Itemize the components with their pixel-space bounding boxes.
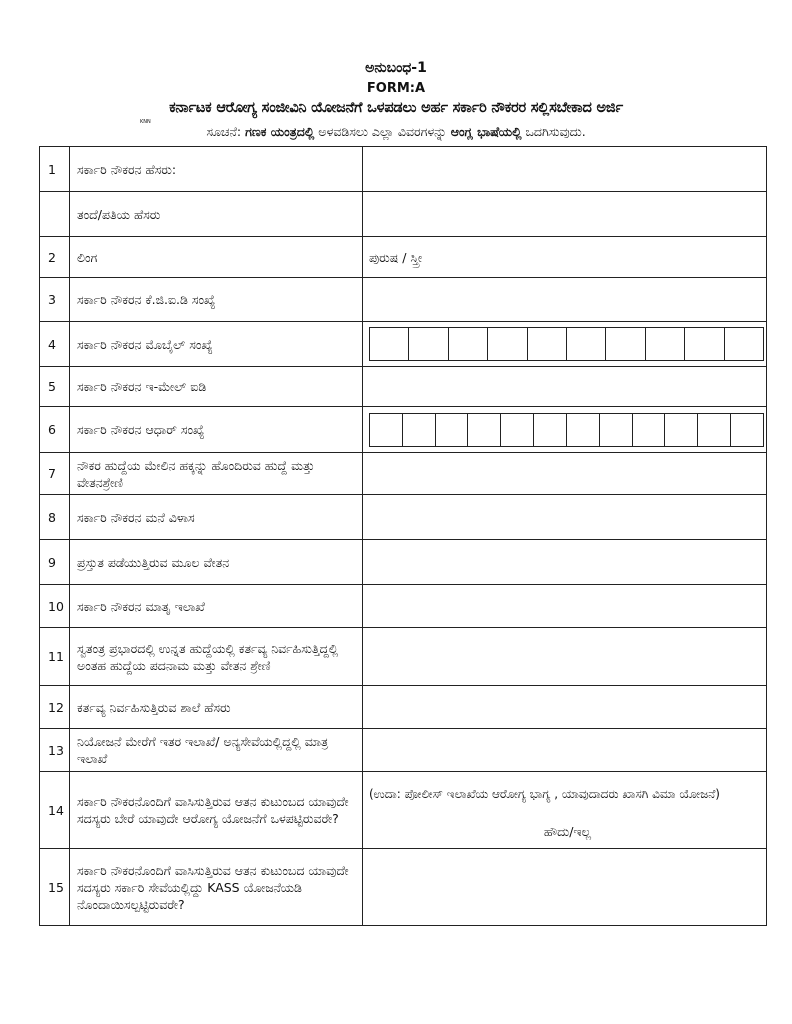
form-id: FORM:A (366, 81, 426, 96)
employee-name-field[interactable] (363, 147, 767, 192)
annex-heading: ಅನುಬಂಧ-1 (365, 60, 427, 76)
field-label: ಸರ್ಕಾರಿ ನೌಕರನ ಮೊಬೈಲ್ ಸಂಖ್ಯೆ (70, 322, 363, 367)
field-label: ಲಿಂಗ (70, 237, 363, 278)
field-label: ಕರ್ತವ್ಯ ನಿರ್ವಹಿಸುತ್ತಿರುವ ಶಾಲೆ ಹೆಸರು (70, 686, 363, 729)
field-label: ಸರ್ಕಾರಿ ನೌಕರನ ಕೆ.ಜಿ.ಐ.ಡಿ ಸಂಖ್ಯೆ (70, 278, 363, 322)
row-number: 9 (40, 540, 70, 585)
table-row (40, 453, 767, 495)
kgid-number-field[interactable] (363, 278, 767, 322)
note-bold-2: ಆಂಗ್ಲ ಭಾಷೆಯಲ್ಲಿ (450, 124, 522, 139)
form-title: ಕರ್ನಾಟಕ ಆರೋಗ್ಯ ಸಂಜೀವಿನಿ ಯೋಜನೆಗೆ ಒಳಪಡಲು ಅರ್ಹ ಸರ್ಕಾರಿ ನೌಕರರ ಸಲ್ಲಿಸಬೇಕಾದ ಅರ್ಜಿ (169, 100, 623, 116)
table-row (40, 772, 767, 849)
table-row (40, 585, 767, 628)
application-form-table (39, 146, 767, 926)
field-label: ಸ್ವತಂತ್ರ ಪ್ರಭಾರದಲ್ಲಿ ಉನ್ನತ ಹುದ್ದೆಯಲ್ಲಿ ಕರ್ತವ್ಯ ನಿರ್ವಹಿಸುತ್ತಿದ್ದಲ್ಲಿ ಅಂತಹ ಹುದ್ದೆಯ ಪದನಾಮ ಮತ್ತು ವೇತನ ಶ್ರೇಣಿ (70, 628, 363, 686)
basic-pay-field[interactable] (363, 540, 767, 585)
row-number: 2 (40, 237, 70, 278)
field-label: ಸರ್ಕಾರಿ ನೌಕರನ ಮನೆ ವಿಳಾಸ (70, 495, 363, 540)
row-number: 6 (40, 407, 70, 453)
row-number: 10 (40, 585, 70, 628)
yes-no-choice[interactable]: ಹೌದು/ಇಲ್ಲ (543, 823, 592, 839)
table-row (40, 192, 767, 237)
table-row (40, 849, 767, 926)
table-row (40, 407, 767, 453)
aadhaar-number-field[interactable] (363, 407, 767, 453)
field-label: ನಿಯೋಜನೆ ಮೇರೆಗೆ ಇತರ ಇಲಾಖೆ/ ಅನ್ಯಸೇವೆಯಲ್ಲಿದ್ದಲ್ಲಿ ಮಾತ್ರ ಇಲಾಖೆ (70, 729, 363, 772)
note-mid: ಅಳವಡಿಸಲು ಎಲ್ಲಾ ವಿವರಗಳನ್ನು (318, 124, 447, 139)
table-row (40, 729, 767, 772)
table-row (40, 628, 767, 686)
tiny-mark: KNN (140, 119, 151, 125)
field-label: ಪ್ರಸ್ತುತ ಪಡೆಯುತ್ತಿರುವ ಮೂಲ ವೇತನ (70, 540, 363, 585)
school-name-field[interactable] (363, 686, 767, 729)
deputation-department-field[interactable] (363, 729, 767, 772)
table-row (40, 237, 767, 278)
table-row (40, 147, 767, 192)
row-number: 15 (40, 849, 70, 926)
field-label: ಸರ್ಕಾರಿ ನೌಕರನೊಂದಿಗೆ ವಾಸಿಸುತ್ತಿರುವ ಆತನ ಕುಟುಂಬದ ಯಾವುದೇ ಸದಸ್ಯರು ಸರ್ಕಾರಿ ಸೇವೆಯಲ್ಲಿದ್ದು KASS ಯೋಜನೆಯಡಿ ನೊಂದಾಯಿಸಲ್ಪಟ್ಟಿರುವರೇ? (70, 849, 363, 926)
row-number: 12 (40, 686, 70, 729)
field-label: ತಂದೆ/ಪತಿಯ ಹೆಸರು (70, 192, 363, 237)
note-bold-1: ಗಣಕ ಯಂತ್ರದಲ್ಲಿ (245, 124, 315, 139)
father-spouse-name-field[interactable] (363, 192, 767, 237)
table-row (40, 686, 767, 729)
mobile-number-field[interactable] (363, 322, 767, 367)
kass-registration-field[interactable] (363, 849, 767, 926)
other-health-scheme-field[interactable] (363, 772, 767, 849)
table-row (40, 367, 767, 407)
note-end: ಒದಗಿಸುವುದು. (525, 124, 586, 139)
lien-post-field[interactable] (363, 453, 767, 495)
field-label: ಸರ್ಕಾರಿ ನೌಕರನ ಹೆಸರು: (70, 147, 363, 192)
field-label: ಸರ್ಕಾರಿ ನೌಕರನ ಆಧಾರ್ ಸಂಖ್ಯೆ (70, 407, 363, 453)
row-number: 7 (40, 453, 70, 495)
email-id-field[interactable] (363, 367, 767, 407)
row-number: 14 (40, 772, 70, 849)
note-prefix: ಸೂಚನೆ: (206, 124, 242, 139)
table-row (40, 278, 767, 322)
mobile-digit-boxes[interactable] (369, 327, 764, 361)
row-number: 4 (40, 322, 70, 367)
row-number (40, 192, 70, 237)
row-number: 11 (40, 628, 70, 686)
parent-department-field[interactable] (363, 585, 767, 628)
example-note: (ಉದಾ: ಪೋಲೀಸ್ ಇಲಾಖೆಯ ಆರೋಗ್ಯ ಭಾಗ್ಯ , ಯಾವುದಾದರು ಖಾಸಗಿ ವಿಮಾ ಯೋಜನೆ) (369, 786, 720, 801)
field-label: ಸರ್ಕಾರಿ ನೌಕರನೊಂದಿಗೆ ವಾಸಿಸುತ್ತಿರುವ ಆತನ ಕುಟುಂಬದ ಯಾವುದೇ ಸದಸ್ಯರು ಬೇರೆ ಯಾವುದೇ ಆರೋಗ್ಯ ಯೋಜನೆಗೆ ಒಳಪಟ್ಟಿರುವರೇ? (70, 772, 363, 849)
row-number: 5 (40, 367, 70, 407)
row-number: 13 (40, 729, 70, 772)
field-label: ಸರ್ಕಾರಿ ನೌಕರನ ಮಾತೃ ಇಲಾಖೆ (70, 585, 363, 628)
table-row (40, 495, 767, 540)
table-row (40, 322, 767, 367)
field-label: ಸರ್ಕಾರಿ ನೌಕರನ ಇ-ಮೇಲ್ ಐಡಿ (70, 367, 363, 407)
row-number: 8 (40, 495, 70, 540)
higher-post-field[interactable] (363, 628, 767, 686)
field-label: ನೌಕರ ಹುದ್ದೆಯ ಮೇಲಿನ ಹಕ್ಕನ್ನು ಹೊಂದಿರುವ ಹುದ್ದೆ ಮತ್ತು ವೇತನಶ್ರೇಣಿ (70, 453, 363, 495)
instruction-note (0, 124, 792, 140)
home-address-field[interactable] (363, 495, 767, 540)
gender-field[interactable]: ಪುರುಷ / ಸ್ತ್ರೀ (363, 237, 767, 278)
aadhaar-digit-boxes[interactable] (369, 413, 764, 447)
row-number: 3 (40, 278, 70, 322)
table-row (40, 540, 767, 585)
row-number: 1 (40, 147, 70, 192)
